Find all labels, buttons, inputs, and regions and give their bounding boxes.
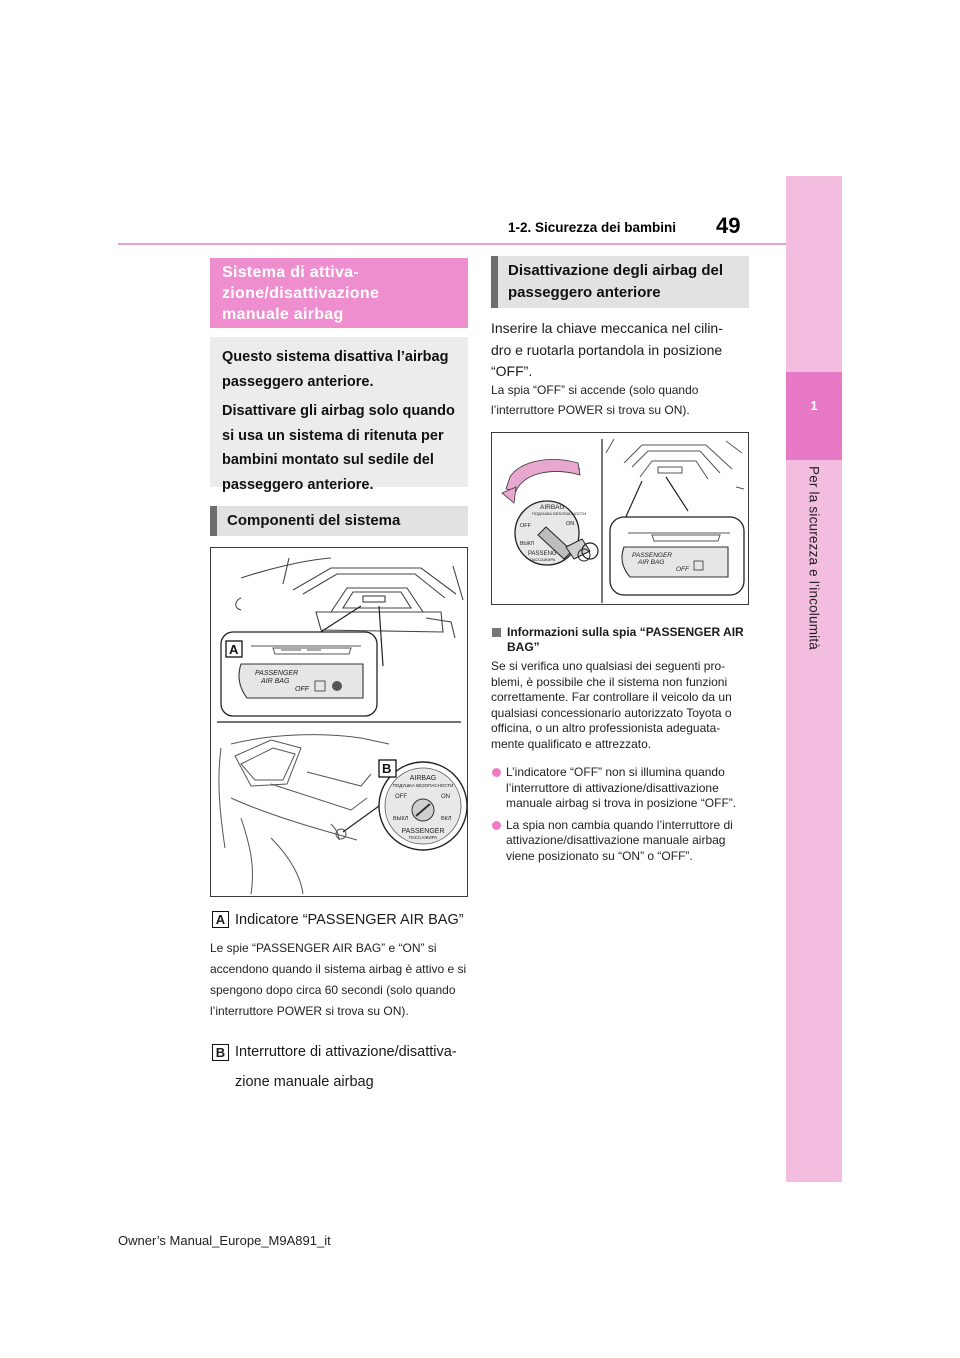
- key-indicator-text-2: AIR BAG: [638, 559, 665, 566]
- indicator-text-2: AIR BAG: [261, 678, 290, 685]
- section-title: Sistema di attiva- zione/disattivazione manuale airbag: [222, 264, 380, 323]
- list-item: [491, 765, 753, 812]
- key-indicator-off-text: OFF: [676, 566, 689, 573]
- switch-passenger-ru-text: ПАССАЖИРА: [408, 835, 438, 840]
- section-header: 1-2. Sicurezza dei bambini: [508, 220, 677, 235]
- components-drawing: [211, 548, 467, 896]
- list-item: [491, 818, 753, 865]
- switch-off-text: OFF: [395, 794, 407, 800]
- info-bullets: [491, 765, 753, 871]
- legend-a-body: Le spie “PASSENGER AIR BAG” e “ON” si accendono quando il sistema airbag è attivo e si spengono dopo circa 60 secondi (solo quando l’interruttore POWER si trova su ON).: [210, 941, 467, 1018]
- key-switch-illustration: [491, 432, 749, 605]
- bullet-dot-icon: [492, 821, 501, 830]
- switch-off-ru-text: ВЫКЛ: [393, 816, 409, 822]
- key-switch-airbag-ru-text: ПОДУШКА БЕЗОПАСНОСТИ: [532, 511, 587, 516]
- switch-on-text: ON: [441, 794, 450, 800]
- key-switch-passenger-text: PASSENG: [528, 551, 557, 557]
- legend-a-label: A: [212, 911, 229, 928]
- disattivazione-heading: Disattivazione degli airbag del passeggero anteriore: [508, 262, 724, 301]
- bullet-text-2: La spia non cambia quando l’interruttore di attivazione/disattivazione manuale airbag viene posizionato su “ON” o “OFF”.: [506, 817, 733, 863]
- summary-line-2: Disattivare gli airbag solo quando si usa un sistema di ritenuta per bambini montato sul sedile del passeggero anteriore.: [222, 403, 455, 493]
- switch-airbag-ru-text: ПОДУШКА БЕЗОПАСНОСТИ: [392, 783, 454, 788]
- key-indicator-text-1: PASSENGER: [632, 552, 672, 559]
- square-bullet-icon: [492, 628, 501, 637]
- disattivazione-heading-box: [491, 256, 749, 308]
- switch-on-ru-text: ВКЛ: [441, 816, 452, 822]
- system-components-illustration: [210, 547, 468, 897]
- intro-subtext: La spia “OFF” si accende (solo quando l’interruttore POWER si trova su ON).: [491, 383, 699, 417]
- airbag-on-symbol: [332, 681, 342, 691]
- legend-b: [212, 1043, 472, 1097]
- chapter-side-tab-marker: [786, 372, 842, 460]
- switch-passenger-text: PASSENGER: [401, 828, 445, 835]
- header-rule: [118, 243, 786, 245]
- info-body: Se si verifica uno qualsiasi dei seguenti pro- blemi, è possibile che il sistema non funzioni correttamente. Far controllare il veicolo da un qualsiasi concessionario autorizzato Toyota o officina, o un altro professionista adeguata- mente qualificato e attrezzato.: [491, 659, 732, 751]
- indicator-off-text: OFF: [295, 686, 309, 693]
- components-heading: Componenti del sistema: [227, 512, 401, 529]
- indicator-text-1: PASSENGER: [255, 670, 299, 677]
- info-title: [491, 625, 753, 655]
- rotation-arrow-icon: [506, 459, 580, 491]
- chapter-label: Per la sicurezza e l’incolumità: [806, 466, 822, 651]
- chapter-label-wrap: [786, 460, 842, 750]
- legend-b-label: B: [212, 1044, 229, 1061]
- page-number: 49: [716, 213, 741, 238]
- section-title-box: [210, 258, 468, 328]
- summary-note: [210, 337, 468, 493]
- components-heading-box: [210, 506, 468, 536]
- key-switch-off-ru-text: ВЫКЛ: [520, 541, 534, 547]
- bullet-dot-icon: [492, 768, 501, 777]
- illus-label-b: B: [382, 761, 392, 776]
- key-switch-passenger-ru-text: ПАССАЖИРА: [530, 557, 556, 562]
- key-switch-drawing: [492, 433, 748, 604]
- intro-text: Inserire la chiave meccanica nel cilin- dro e ruotarla portandola in posizione “OFF”.: [491, 320, 723, 379]
- summary-line-1: Questo sistema disattiva l’airbag passeggero anteriore.: [222, 349, 449, 390]
- info-title-text: Informazioni sulla spia “PASSENGER AIR BAG”: [507, 625, 744, 654]
- bullet-text-1: L’indicatore “OFF” non si illumina quando l’interruttore di attivazione/disattivazione manuale airbag si trova in posizione “OFF”.: [506, 765, 737, 811]
- illus-label-a: A: [229, 642, 239, 657]
- legend-b-title: Interruttore di attivazione/disattiva- zione manuale airbag: [235, 1044, 457, 1090]
- key-switch-airbag-text: AIRBAG: [540, 504, 565, 511]
- chapter-number: 1: [810, 398, 818, 413]
- legend-a-title: Indicatore “PASSENGER AIR BAG”: [235, 912, 464, 928]
- legend-a: [212, 910, 472, 930]
- key-switch-off-text: OFF: [520, 523, 531, 529]
- footer-text: Owner’s Manual_Europe_M9A891_it: [118, 1233, 331, 1248]
- switch-airbag-text: AIRBAG: [409, 775, 437, 782]
- key-switch-on-text: ON: [566, 521, 575, 527]
